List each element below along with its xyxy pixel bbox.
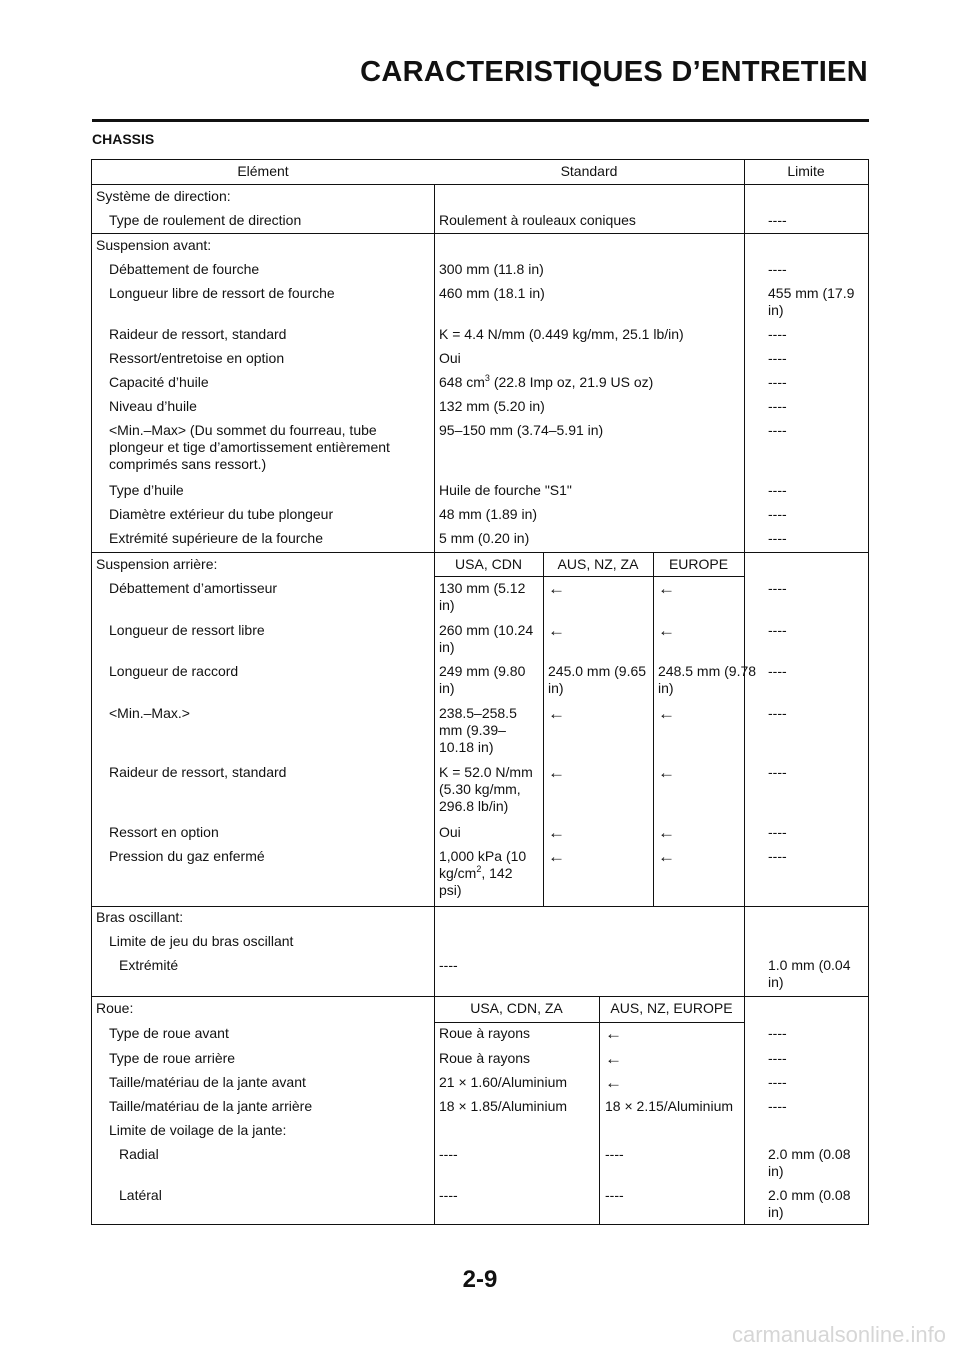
group-rule — [92, 233, 868, 234]
column-rule — [653, 552, 654, 906]
same-as-left-arrow: ← — [658, 763, 675, 782]
row-standard: 460 mm (18.1 in) — [439, 285, 545, 301]
same-as-left-arrow: ← — [658, 847, 675, 866]
region-header: AUS, NZ, ZA — [557, 556, 639, 572]
row-label: Pression du gaz enfermé — [109, 848, 265, 864]
row-value-europe: 248.5 mm (9.78 in) — [658, 663, 757, 696]
same-as-left-arrow: ← — [548, 847, 565, 866]
row-value-usa — [439, 848, 537, 899]
row-limit: ---- — [768, 506, 787, 522]
row-label: Taille/matériau de la jante avant — [109, 1074, 306, 1090]
row-standard: 48 mm (1.89 in) — [439, 506, 538, 522]
same-as-left-arrow: ← — [658, 704, 675, 723]
col-header-element: Elément — [237, 163, 289, 179]
same-as-left-arrow: ← — [605, 1073, 622, 1092]
page-number: 2-9 — [462, 1266, 498, 1293]
row-limit: ---- — [768, 580, 787, 596]
row-limit: ---- — [768, 350, 787, 366]
group-rule — [92, 996, 868, 997]
row-value-usa: 21 × 1.60/Aluminium — [439, 1074, 568, 1090]
row-limit: ---- — [768, 1098, 787, 1114]
row-standard: K = 4.4 N/mm (0.449 kg/mm, 25.1 lb/in) — [439, 326, 684, 342]
row-label: <Min.–Max> (Du sommet du fourreau, tube plongeur et tige d’amortissement entièrement comprimés sans ressort.) — [109, 422, 390, 472]
row-limit: ---- — [768, 1050, 787, 1066]
region-header: USA, CDN, ZA — [470, 1000, 563, 1016]
row-value-aus: ---- — [605, 1187, 624, 1203]
row-limit: ---- — [768, 824, 787, 840]
row-standard: Huile de fourche "S1" — [439, 482, 572, 498]
row-limit: ---- — [768, 663, 787, 679]
same-as-left-arrow: ← — [548, 621, 565, 640]
row-label: Débattement d’amortisseur — [109, 580, 278, 596]
row-limit: ---- — [768, 530, 787, 546]
row-value-aus: ---- — [605, 1146, 624, 1162]
row-label: Radial — [119, 1146, 159, 1162]
row-limit: ---- — [768, 374, 787, 390]
row-label: Longueur de raccord — [109, 663, 239, 679]
same-as-left-arrow: ← — [548, 579, 565, 598]
row-label: <Min.–Max.> — [109, 705, 190, 721]
row-limit: 2.0 mm (0.08 in) — [768, 1187, 851, 1220]
row-value-usa: 260 mm (10.24 in) — [439, 622, 534, 655]
same-as-left-arrow: ← — [605, 1049, 622, 1068]
region-header: USA, CDN — [455, 556, 522, 572]
group-label: Système de direction: — [96, 188, 231, 204]
row-value-usa: ---- — [439, 1146, 458, 1162]
col-header-standard: Standard — [560, 163, 618, 179]
row-label: Diamètre extérieur du tube plongeur — [109, 506, 334, 522]
same-as-left-arrow: ← — [548, 763, 565, 782]
row-limit: 2.0 mm (0.08 in) — [768, 1146, 851, 1179]
row-label: Longueur de ressort libre — [109, 622, 265, 638]
row-label: Ressort/entretoise en option — [109, 350, 285, 366]
row-label: Taille/matériau de la jante arrière — [109, 1098, 313, 1114]
row-standard: ---- — [439, 957, 458, 973]
same-as-left-arrow: ← — [548, 823, 565, 842]
title-rule — [92, 119, 869, 122]
row-limit: ---- — [768, 764, 787, 780]
row-limit: ---- — [768, 848, 787, 864]
row-label: Type de roue arrière — [109, 1050, 236, 1066]
row-value-usa: 249 mm (9.80 in) — [439, 663, 526, 696]
region-rule — [434, 1022, 744, 1023]
row-standard: Oui — [439, 350, 461, 366]
section-heading: CHASSIS — [92, 131, 155, 147]
sub-label: Limite de jeu du bras oscillant — [109, 933, 294, 949]
column-rule — [434, 184, 435, 1224]
group-label: Suspension avant: — [96, 237, 212, 253]
row-limit: ---- — [768, 482, 787, 498]
row-limit: ---- — [768, 622, 787, 638]
same-as-left-arrow: ← — [605, 1024, 622, 1043]
gas-pressure-value: 1,000 kPa (10 kg/cm — [439, 848, 527, 881]
row-value-usa: Roue à rayons — [439, 1050, 531, 1066]
row-label: Raideur de ressort, standard — [109, 764, 287, 780]
group-label: Bras oscillant: — [96, 909, 184, 925]
row-standard: 95–150 mm (3.74–5.91 in) — [439, 422, 604, 438]
row-value-aus: 18 × 2.15/Aluminium — [605, 1098, 734, 1114]
cubic-superscript: 3 — [484, 373, 490, 383]
group-label: Suspension arrière: — [96, 556, 218, 572]
row-value-usa: Roue à rayons — [439, 1025, 531, 1041]
row-standard: Roulement à rouleaux coniques — [439, 212, 636, 228]
row-label: Raideur de ressort, standard — [109, 326, 287, 342]
group-rule — [92, 906, 868, 907]
row-label: Longueur libre de ressort de fourche — [109, 285, 335, 301]
row-value-usa: 18 × 1.85/Aluminium — [439, 1098, 568, 1114]
row-label: Ressort en option — [109, 824, 219, 840]
col-header-limit: Limite — [787, 163, 825, 179]
group-rule — [92, 552, 868, 553]
row-limit: ---- — [768, 1025, 787, 1041]
row-value-aus: 245.0 mm (9.65 in) — [548, 663, 647, 696]
row-label: Type de roulement de direction — [109, 212, 302, 228]
region-header: AUS, NZ, EUROPE — [610, 1000, 733, 1016]
row-label: Type d’huile — [109, 482, 184, 498]
row-standard: 132 mm (5.20 in) — [439, 398, 545, 414]
row-limit: 455 mm (17.9 in) — [768, 285, 855, 318]
header-rule — [92, 184, 868, 185]
row-value-usa: 238.5–258.5 mm (9.39–10.18 in) — [439, 705, 517, 755]
row-value-usa: Oui — [439, 824, 461, 840]
row-limit: ---- — [768, 422, 787, 438]
row-value-usa: ---- — [439, 1187, 458, 1203]
row-label: Extrémité supérieure de la fourche — [109, 530, 323, 546]
row-standard: 5 mm (0.20 in) — [439, 530, 530, 546]
row-label: Niveau d’huile — [109, 398, 197, 414]
spec-table — [91, 159, 869, 1225]
row-standard: 300 mm (11.8 in) — [439, 261, 544, 277]
row-limit: 1.0 mm (0.04 in) — [768, 957, 851, 990]
page-title: CARACTERISTIQUES D’ENTRETIEN — [360, 56, 868, 88]
row-label: Type de roue avant — [109, 1025, 229, 1041]
column-rule — [599, 996, 600, 1224]
gas-pressure-psi: , 142 psi) — [439, 865, 513, 898]
sub-label: Limite de voilage de la jante: — [109, 1122, 287, 1138]
row-limit: ---- — [768, 261, 787, 277]
same-as-left-arrow: ← — [658, 621, 675, 640]
same-as-left-arrow: ← — [658, 579, 675, 598]
row-label: Débattement de fourche — [109, 261, 260, 277]
row-label: Extrémité — [119, 957, 179, 973]
row-limit: ---- — [768, 398, 787, 414]
watermark: carmanualsonline.info — [731, 1322, 946, 1347]
row-label: Capacité d’huile — [109, 374, 209, 390]
row-label: Latéral — [119, 1187, 162, 1203]
row-limit: ---- — [768, 705, 787, 721]
region-header: EUROPE — [668, 556, 729, 572]
row-limit: ---- — [768, 326, 787, 342]
oil-capacity-value: 648 cm — [439, 374, 485, 390]
row-value-usa: 130 mm (5.12 in) — [439, 580, 526, 613]
row-standard — [439, 374, 739, 391]
squared-superscript: 2 — [476, 864, 482, 874]
oil-capacity-conversion: (22.8 Imp oz, 21.9 US oz) — [489, 374, 654, 390]
row-value-usa: K = 52.0 N/mm (5.30 kg/mm, 296.8 lb/in) — [439, 764, 533, 814]
same-as-left-arrow: ← — [548, 704, 565, 723]
group-label: Roue: — [96, 1000, 134, 1016]
row-limit: ---- — [768, 1074, 787, 1090]
same-as-left-arrow: ← — [658, 823, 675, 842]
row-limit: ---- — [768, 212, 787, 228]
region-rule — [434, 576, 744, 577]
column-rule — [543, 552, 544, 906]
